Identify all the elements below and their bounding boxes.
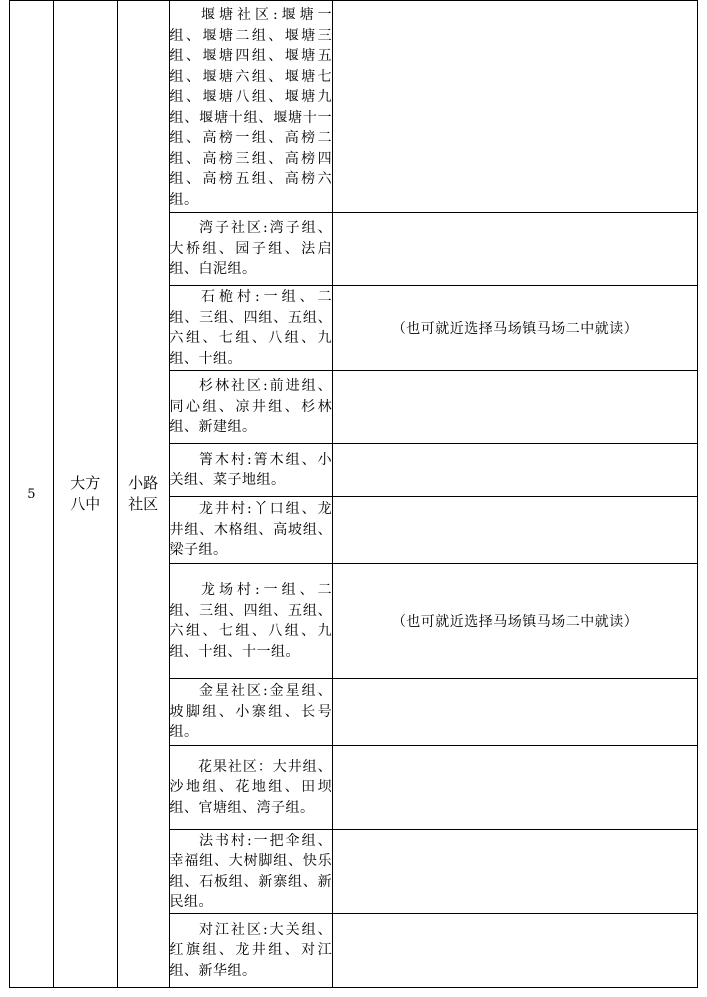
note-text: （也可就近选择马场镇马场二中就读） xyxy=(391,321,639,337)
community-name-line-1: 小路 xyxy=(128,474,159,492)
note-cell xyxy=(333,497,698,564)
community-cell xyxy=(117,1,169,988)
note-cell xyxy=(333,1,698,213)
area-text: 花果社区：大井组、沙地组、花地组、田坝组、官塘组、湾子组。 xyxy=(169,758,333,816)
community-name xyxy=(128,473,158,515)
school-name-line-2: 八中 xyxy=(70,495,101,513)
note-cell xyxy=(333,286,698,371)
note-cell xyxy=(333,746,698,830)
note-cell xyxy=(333,564,698,679)
community-name-line-2: 社区 xyxy=(128,495,159,513)
area-cell xyxy=(169,830,333,914)
note-cell xyxy=(333,213,698,286)
school-name-line-1: 大方 xyxy=(70,474,101,492)
area-text: 湾子社区:湾子组、大桥组、园子组、法启组、白泥组。 xyxy=(169,220,333,278)
area-text: 龙井村:丫口组、龙井组、木格组、高坡组、梁子组。 xyxy=(169,501,333,559)
area-cell xyxy=(169,564,333,679)
row-number-cell xyxy=(10,1,54,988)
area-text: 杉林社区:前进组、同心组、凉井组、杉林组、新建组。 xyxy=(169,378,333,436)
area-text: 堰塘社区:堰塘一组、堰塘二组、堰塘三组、堰塘四组、堰塘五组、堰塘六组、堰塘七组、堰塘八组、堰塘九组、堰塘十组、堰塘十一组、高榜一组、高榜二组、高榜三组、高榜四组、高榜五组、高榜六组。 xyxy=(169,7,333,208)
area-cell xyxy=(169,286,333,371)
area-text: 对江社区:大关组、红旗组、龙井组、对江组、新华组。 xyxy=(169,921,333,979)
area-cell xyxy=(169,914,333,988)
note-cell xyxy=(333,830,698,914)
area-cell xyxy=(169,746,333,830)
row-number: 5 xyxy=(27,486,36,502)
note-cell xyxy=(333,444,698,497)
note-cell xyxy=(333,371,698,444)
area-cell xyxy=(169,679,333,746)
area-cell xyxy=(169,497,333,564)
school-cell xyxy=(53,1,117,988)
area-text: 法书村:一把伞组、幸福组、大树脚组、快乐组、石板组、新寨组、新民组。 xyxy=(169,832,333,910)
note-cell xyxy=(333,914,698,988)
area-cell xyxy=(169,213,333,286)
area-cell xyxy=(169,371,333,444)
area-text: 龙场村:一组、二组、三组、四组、五组、六组、七组、八组、九组、十组、十一组。 xyxy=(169,582,333,660)
table-row xyxy=(10,1,698,213)
note-cell xyxy=(333,679,698,746)
area-text: 石桅村:一组、二组、三组、四组、五组、六组、七组、八组、九组、十组。 xyxy=(169,289,333,367)
area-text: 箐木村:箐木组、小关组、菜子地组。 xyxy=(169,451,333,488)
school-name xyxy=(70,473,100,515)
area-cell xyxy=(169,444,333,497)
area-text: 金星社区:金星组、坡脚组、小寨组、长号组。 xyxy=(169,683,333,741)
area-cell xyxy=(169,1,333,213)
school-zone-table xyxy=(9,0,698,988)
note-text: （也可就近选择马场镇马场二中就读） xyxy=(391,614,639,630)
